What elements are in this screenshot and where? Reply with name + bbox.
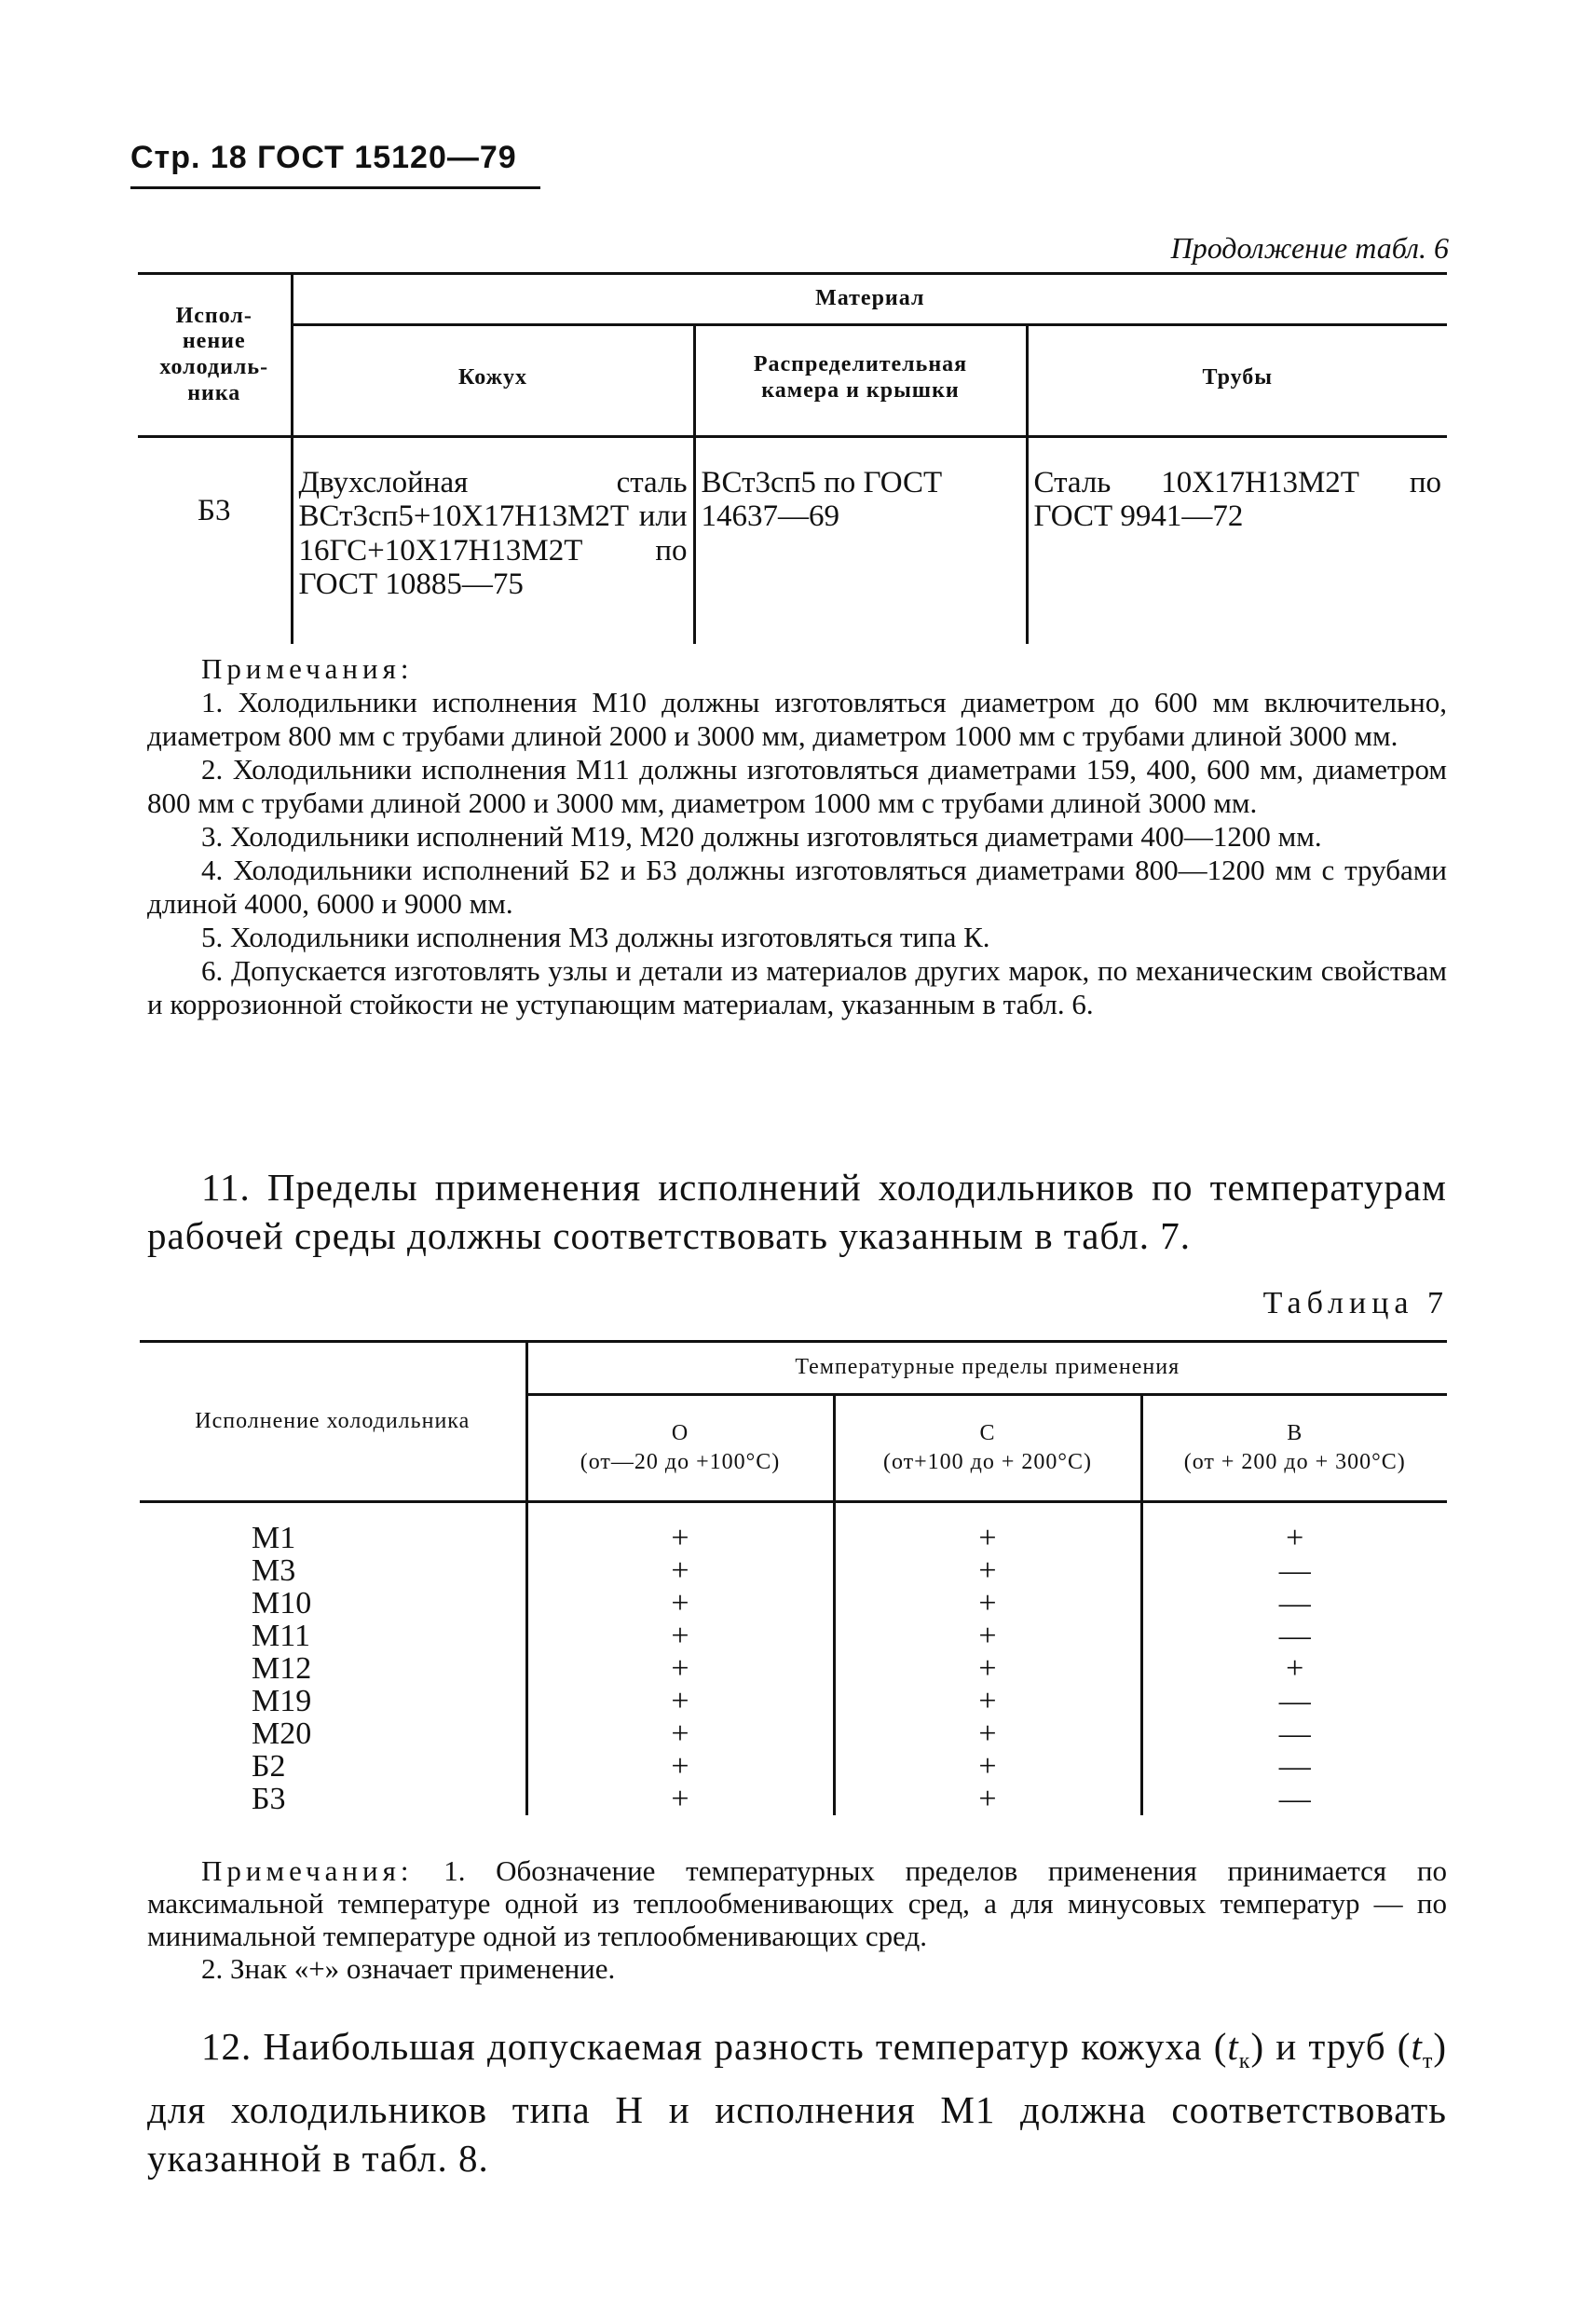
header-rule bbox=[130, 186, 540, 189]
table7-notes bbox=[147, 1854, 1447, 1985]
t7-col-c-code: С bbox=[979, 1420, 996, 1445]
t7-col-c-range: (от+100 до + 200°С) bbox=[882, 1450, 1093, 1474]
t7-cell-b: — bbox=[1141, 1587, 1447, 1620]
symbol-t: t bbox=[1227, 2025, 1239, 2068]
note-item: 3. Холодильники исполнений М19, М20 должны изготовляться диаметрами 400—1200 мм. bbox=[201, 820, 1322, 853]
table-row bbox=[140, 1750, 1447, 1783]
t7-cell-o: + bbox=[526, 1587, 834, 1620]
t7-cell-b: — bbox=[1141, 1750, 1447, 1783]
table-6 bbox=[138, 272, 1447, 644]
t7-cell-o: + bbox=[526, 1783, 834, 1815]
t7-cell-b: — bbox=[1141, 1685, 1447, 1717]
t7-header-col-b bbox=[1141, 1395, 1447, 1502]
para12-text: ) для холодильников типа Н и исполнения М1 должна соответствовать указанной в табл. 8. bbox=[147, 2025, 1447, 2181]
t7-cell-o: + bbox=[526, 1685, 834, 1717]
t7-row-name: М11 bbox=[252, 1619, 310, 1653]
t7-cell-c: + bbox=[834, 1717, 1141, 1750]
t7-row-name: Б3 bbox=[252, 1782, 286, 1816]
t7-col-o-code: О bbox=[671, 1420, 689, 1445]
note-item-text: 1. Обозначение температурных пределов применения принимается по максимальной температуре одной из теплообменивающих сред, а для минусовых температур — по минимальной температуре одной из теплообменивающих сред. bbox=[147, 1854, 1447, 1952]
table-row bbox=[140, 1685, 1447, 1717]
t7-row-name: М20 bbox=[252, 1716, 312, 1751]
t7-cell-o: + bbox=[526, 1717, 834, 1750]
table-row bbox=[140, 1554, 1447, 1587]
table7-label: Таблица 7 bbox=[1262, 1286, 1449, 1320]
subscript: т bbox=[1422, 2049, 1434, 2074]
t7-cell-o: + bbox=[526, 1652, 834, 1685]
t7-cell-b: + bbox=[1141, 1502, 1447, 1555]
t6-header-shell: Кожух bbox=[292, 325, 694, 437]
t7-col-o-range: (от—20 до +100°С) bbox=[580, 1450, 781, 1474]
t7-cell-b: — bbox=[1141, 1554, 1447, 1587]
table-7 bbox=[140, 1340, 1447, 1815]
t7-col-b-code: В bbox=[1287, 1420, 1303, 1445]
table-row bbox=[140, 1620, 1447, 1652]
t7-cell-c: + bbox=[834, 1587, 1141, 1620]
t7-cell-c: + bbox=[834, 1783, 1141, 1815]
t6-header-tubes: Трубы bbox=[1027, 325, 1447, 437]
table-row bbox=[140, 1502, 1447, 1555]
t6-cell-chamber: ВСт3сп5 по ГОСТ 14637—69 bbox=[694, 437, 1027, 645]
t7-header-col-o bbox=[526, 1395, 834, 1502]
notes-title: Примечания: bbox=[201, 1854, 414, 1887]
t7-cell-b: — bbox=[1141, 1783, 1447, 1815]
table6-continuation-label: Продолжение табл. 6 bbox=[1170, 231, 1449, 265]
t6-header-chamber: Распределительная камера и крышки bbox=[694, 325, 1027, 437]
table-row bbox=[140, 1783, 1447, 1815]
t7-row-name: М3 bbox=[252, 1553, 296, 1588]
table-row bbox=[140, 1717, 1447, 1750]
table-row bbox=[138, 437, 1447, 645]
t7-row-name: М19 bbox=[252, 1684, 312, 1718]
t7-header-variant: Исполнение холодильника bbox=[140, 1342, 526, 1502]
t6-header-material: Материал bbox=[292, 274, 1447, 325]
note-item: 2. Знак «+» означает применение. bbox=[201, 1952, 616, 1985]
t7-col-b-range: (от + 200 до + 300°С) bbox=[1183, 1450, 1406, 1474]
t7-row-name: Б2 bbox=[252, 1749, 286, 1784]
t7-cell-o: + bbox=[526, 1620, 834, 1652]
para12-text: 12. Наибольшая допускаемая разность температур кожуха ( bbox=[201, 2025, 1228, 2068]
t7-cell-c: + bbox=[834, 1652, 1141, 1685]
notes-title: Примечания: bbox=[201, 652, 414, 685]
t7-cell-o: + bbox=[526, 1502, 834, 1555]
t7-cell-c: + bbox=[834, 1502, 1141, 1555]
t7-cell-b: — bbox=[1141, 1717, 1447, 1750]
t7-row-name: М12 bbox=[252, 1651, 312, 1686]
note-item: 6. Допускается изготовлять узлы и детали из материалов других марок, по механическим свойствам и коррозионной стойкости не уступающим материалам, указанным в табл. 6. bbox=[147, 954, 1447, 1020]
note-item: 2. Холодильники исполнения М11 должны изготовляться диаметрами 159, 400, 600 мм, диаметром 800 мм с трубами длиной 2000 и 3000 мм, диаметром 1000 мм с трубами длиной 3000 мм. bbox=[147, 753, 1447, 819]
t7-cell-c: + bbox=[834, 1750, 1141, 1783]
table6-notes bbox=[147, 652, 1447, 1021]
t7-cell-c: + bbox=[834, 1554, 1141, 1587]
subscript: к bbox=[1238, 2049, 1251, 2074]
t7-row-name: М10 bbox=[252, 1586, 312, 1620]
para12-text: ) и труб ( bbox=[1250, 2025, 1412, 2068]
t7-cell-o: + bbox=[526, 1750, 834, 1783]
t7-cell-b: + bbox=[1141, 1652, 1447, 1685]
t7-cell-o: + bbox=[526, 1554, 834, 1587]
t7-cell-c: + bbox=[834, 1685, 1141, 1717]
table-row bbox=[140, 1587, 1447, 1620]
paragraph-11: 11. Пределы применения исполнений холодильников по температурам рабочей среды должны соответствовать указанным в табл. 7. bbox=[147, 1166, 1447, 1257]
t6-cell-shell: Двухслойная сталь ВСт3сп5+10Х17Н13М2Т или 16ГС+10Х17Н13М2Т по ГОСТ 10885—75 bbox=[292, 437, 694, 645]
t7-row-name: М1 bbox=[252, 1521, 296, 1555]
paragraph-12 bbox=[147, 2022, 1447, 2182]
table-row bbox=[140, 1652, 1447, 1685]
t6-header-variant: Испол- нение холодиль- ника bbox=[138, 274, 292, 437]
t6-cell-variant: Б3 bbox=[198, 494, 231, 527]
t7-header-col-c bbox=[834, 1395, 1141, 1502]
note-item bbox=[147, 1854, 1447, 1952]
t6-cell-tubes: Сталь 10Х17Н13М2Т по ГОСТ 9941—72 bbox=[1027, 437, 1447, 645]
note-item: 5. Холодильники исполнения М3 должны изготовляться типа К. bbox=[201, 921, 990, 953]
symbol-t: t bbox=[1411, 2025, 1423, 2068]
note-item: 1. Холодильники исполнения М10 должны изготовляться диаметром до 600 мм включительно, диаметром 800 мм с трубами длиной 2000 и 3000 мм, диаметром 1000 мм с трубами длиной 3000 мм. bbox=[147, 686, 1447, 752]
t7-header-group: Температурные пределы применения bbox=[526, 1342, 1447, 1395]
t7-cell-b: — bbox=[1141, 1620, 1447, 1652]
t7-cell-c: + bbox=[834, 1620, 1141, 1652]
note-item: 4. Холодильники исполнений Б2 и Б3 должны изготовляться диаметрами 800—1200 мм с трубами длиной 4000, 6000 и 9000 мм. bbox=[147, 854, 1447, 920]
page-header: Стр. 18 ГОСТ 15120—79 bbox=[130, 140, 517, 175]
